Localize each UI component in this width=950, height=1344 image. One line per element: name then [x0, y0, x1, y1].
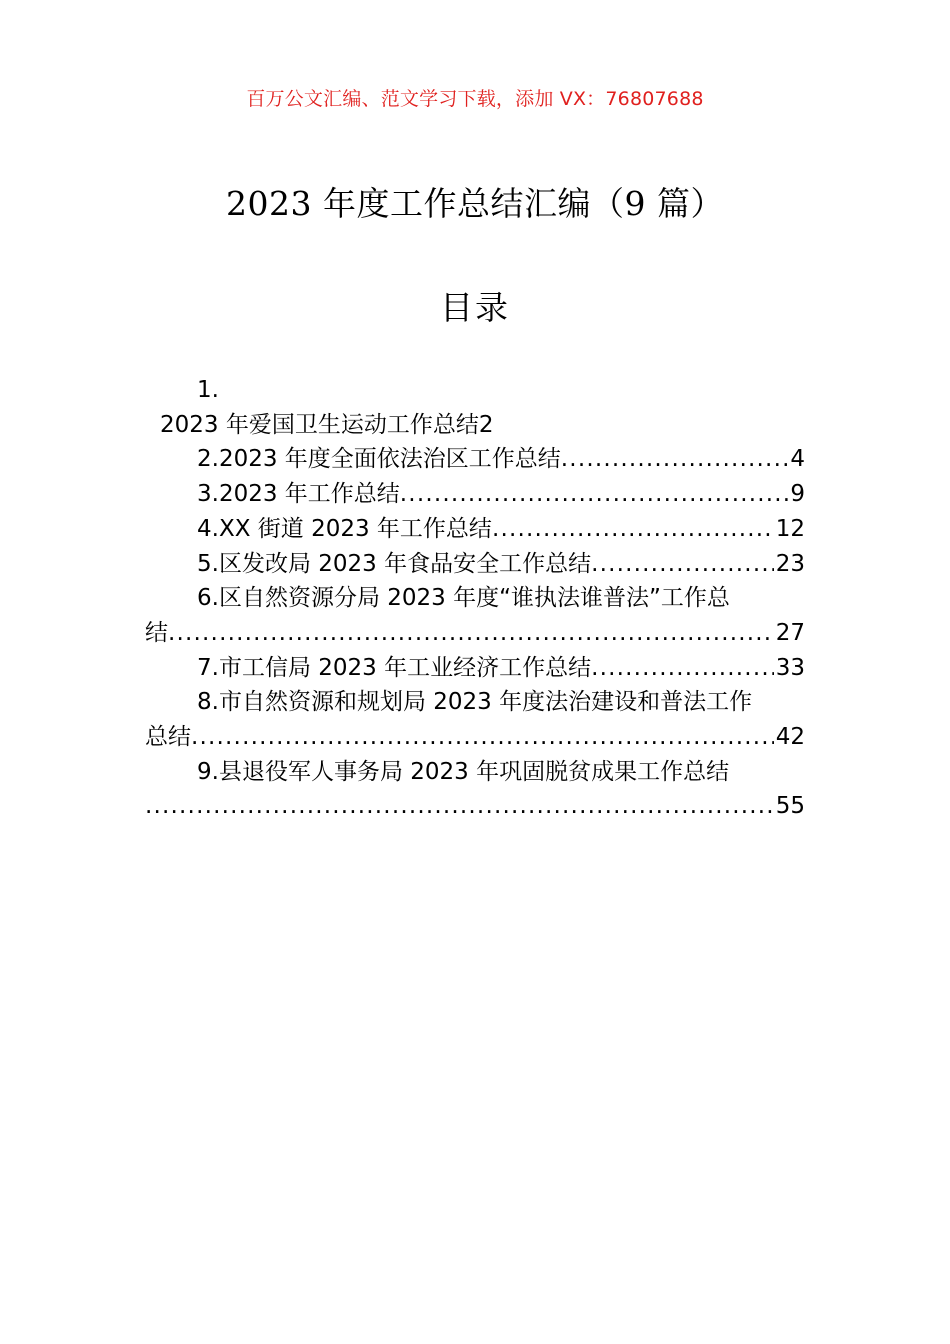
toc-entry-7[interactable] — [145, 651, 805, 686]
toc-entry-6-continuation[interactable] — [145, 616, 805, 651]
toc-entry-5[interactable] — [145, 547, 805, 582]
toc-entry-9-text: 9.县退役军人事务局 2023 年巩固脱贫成果工作总结 — [197, 758, 730, 785]
toc-entry-9-continuation[interactable] — [145, 789, 805, 824]
header-contact-note: 百万公文汇编、范文学习下载，添加 VX：76807688 — [246, 88, 704, 110]
toc-entry-2-text: 2.2023 年度全面依法治区工作总结 — [197, 446, 561, 473]
toc-entry-9[interactable] — [145, 755, 805, 790]
table-of-contents — [145, 373, 805, 824]
toc-entry-3-page: 9 — [790, 481, 805, 508]
toc-entry-6-page: 27 — [775, 619, 805, 646]
toc-entry-8-text-cont: 总结 — [145, 724, 191, 751]
toc-leader-dots — [400, 477, 789, 512]
toc-entry-5-page: 23 — [775, 550, 805, 577]
document-title: 2023 年度工作总结汇编（9 篇） — [226, 184, 724, 223]
toc-entry-1-text: 2023 年爱国卫生运动工作总结 — [160, 411, 479, 438]
toc-entry-6-text: 6.区自然资源分局 2023 年度“谁执法谁普法”工作总 — [197, 585, 730, 612]
toc-entry-5-text: 5.区发改局 2023 年食品安全工作总结 — [197, 550, 592, 577]
toc-entry-4-page: 12 — [775, 515, 805, 542]
toc-entry-1-number: 1. — [197, 377, 219, 403]
toc-entry-8-page: 42 — [775, 724, 805, 751]
toc-entry-4[interactable] — [145, 512, 805, 547]
toc-entry-8[interactable] — [145, 685, 805, 720]
toc-leader-dots — [145, 789, 774, 824]
toc-leader-dots — [591, 547, 774, 582]
toc-entry-1-number-line — [145, 373, 805, 408]
toc-leader-dots — [591, 651, 774, 686]
toc-leader-dots — [168, 616, 774, 651]
toc-entry-3-text: 3.2023 年工作总结 — [197, 481, 400, 508]
toc-entry-7-text: 7.市工信局 2023 年工业经济工作总结 — [197, 654, 592, 681]
toc-entry-8-text: 8.市自然资源和规划局 2023 年度法治建设和普法工作 — [197, 689, 753, 716]
toc-entry-6-text-cont: 结 — [145, 619, 168, 646]
toc-entry-2[interactable] — [145, 442, 805, 477]
toc-entry-6[interactable] — [145, 581, 805, 616]
toc-entry-3[interactable] — [145, 477, 805, 512]
toc-leader-dots — [561, 442, 789, 477]
toc-heading: 目录 — [440, 288, 510, 327]
toc-entry-1[interactable] — [145, 408, 805, 443]
toc-entry-2-page: 4 — [790, 446, 805, 473]
toc-entry-4-text: 4.XX 街道 2023 年工作总结 — [197, 515, 492, 542]
toc-entry-1-page: 2 — [478, 411, 494, 438]
toc-leader-dots — [492, 512, 774, 547]
toc-entry-8-continuation[interactable] — [145, 720, 805, 755]
toc-leader-dots — [191, 720, 774, 755]
toc-entry-9-page: 55 — [775, 793, 805, 820]
toc-entry-7-page: 33 — [775, 654, 805, 681]
